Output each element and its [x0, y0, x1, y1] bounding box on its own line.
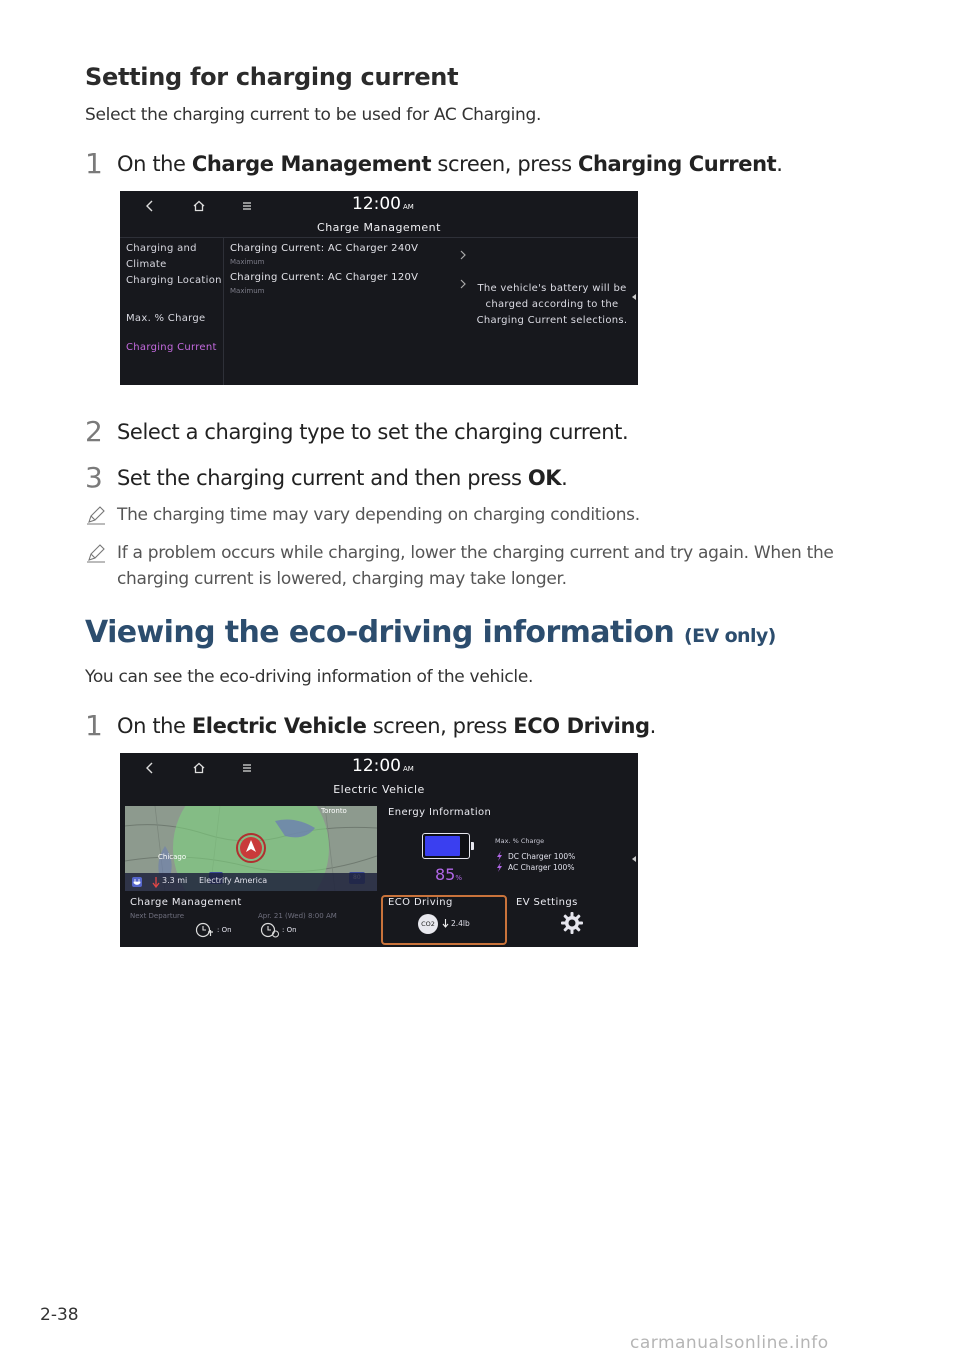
row-sub: Maximum — [230, 258, 265, 266]
dc-charger-value: DC Charger 100% — [508, 852, 576, 861]
step-bold-term: Charging Current — [577, 152, 777, 176]
back-icon[interactable] — [141, 197, 159, 215]
next-departure-label: Next Departure — [130, 912, 185, 920]
menu-item-charging-location[interactable]: Charging Location — [126, 275, 222, 286]
clock: 12:00 AM — [352, 756, 414, 776]
step-1-charge-management — [85, 147, 783, 180]
step-bold-term: ECO Driving — [513, 714, 650, 738]
step-number: 3 — [85, 461, 103, 494]
section-heading-eco-driving — [85, 615, 776, 650]
home-icon[interactable] — [190, 759, 208, 777]
step-text: . — [561, 466, 568, 490]
map-info-bar — [125, 873, 377, 891]
ev-settings-title[interactable]: EV Settings — [516, 897, 578, 908]
heading-main: Viewing the eco-driving information — [85, 615, 675, 650]
battery-percent: 85% — [435, 865, 463, 884]
map-city-label: Toronto — [321, 807, 347, 815]
screen-title: Electric Vehicle — [333, 783, 425, 796]
side-handle-icon[interactable] — [632, 294, 636, 300]
step-text: Select a charging type to set the charging current. — [117, 420, 629, 444]
screen-top-bar — [120, 753, 638, 797]
co2-badge-icon: CO2 — [418, 914, 438, 934]
step-text: On the — [117, 152, 192, 176]
charge-management-tile-title[interactable]: Charge Management — [130, 897, 242, 908]
step-text: Set the charging current and then press — [117, 466, 528, 490]
step-number: 1 — [85, 147, 103, 180]
step-number: 2 — [85, 415, 103, 448]
intro-charging-current: Select the charging current to be used for AC Charging. — [85, 105, 542, 125]
map-city-label: Chicago — [158, 853, 187, 861]
battery-gauge — [422, 833, 470, 859]
chevron-right-icon — [458, 278, 468, 290]
watermark: carmanualsonline.info — [630, 1333, 829, 1353]
menu-item-charging-climate[interactable]: Charging and Climate — [126, 243, 197, 270]
step-1-electric-vehicle — [85, 709, 656, 742]
side-handle-icon[interactable] — [632, 856, 636, 862]
heading-qualifier: (EV only) — [684, 625, 776, 647]
co2-value: 2.4lb — [451, 919, 470, 928]
station-name: Electrify America — [199, 876, 268, 885]
ac-charger-value: AC Charger 100% — [508, 863, 575, 872]
menu-icon[interactable] — [238, 759, 256, 777]
step-bold-term: Charge Management — [191, 152, 432, 176]
charger-plug-icon — [131, 876, 143, 888]
note-charging-time — [85, 502, 875, 528]
battery-tip — [471, 842, 474, 850]
step-bold-term: OK — [527, 466, 562, 490]
screen-title: Charge Management — [317, 221, 441, 234]
divider — [223, 237, 224, 385]
step-number: 1 — [85, 709, 103, 742]
step-3-set-current — [85, 461, 567, 494]
screen-top-bar — [120, 191, 638, 235]
max-charge-label: Max. % Charge — [495, 837, 545, 845]
intro-eco-driving: You can see the eco-driving information of the vehicle. — [85, 667, 534, 687]
row-label: Charging Current: AC Charger 240V — [230, 243, 419, 254]
electric-vehicle-screen — [120, 753, 638, 947]
step-text: On the — [117, 714, 192, 738]
climate-timer-status: : On — [282, 926, 297, 934]
step-bold-term: Electric Vehicle — [191, 714, 367, 738]
step-2-select-type — [85, 415, 628, 448]
lightning-icon — [496, 862, 503, 872]
departure-date: Apr. 21 (Wed) 8:00 AM — [258, 912, 337, 920]
step-text: screen, press — [366, 714, 514, 738]
down-arrow-icon — [152, 876, 160, 888]
charge-management-screen — [120, 191, 638, 385]
step-text: . — [649, 714, 656, 738]
pencil-note-icon — [85, 504, 107, 526]
climate-timer-icon — [260, 921, 280, 939]
step-text: screen, press — [431, 152, 578, 176]
info-message: The vehicle's battery will be charged according to the Charging Current selections. — [476, 283, 628, 326]
eco-driving-title[interactable]: ECO Driving — [388, 897, 453, 908]
pencil-note-icon — [85, 542, 107, 564]
row-sub: Maximum — [230, 287, 265, 295]
chevron-right-icon — [458, 249, 468, 261]
note-text: The charging time may vary depending on charging conditions. — [117, 505, 640, 525]
clock: 12:00 AM — [352, 194, 414, 214]
divider — [120, 237, 638, 238]
lightning-icon — [496, 851, 503, 861]
back-icon[interactable] — [141, 759, 159, 777]
page-number: 2-38 — [40, 1305, 79, 1325]
distance: 3.3 mi — [162, 876, 188, 885]
energy-info-title[interactable]: Energy Information — [388, 807, 492, 818]
charge-timer-status: : On — [217, 926, 232, 934]
menu-item-charging-current[interactable]: Charging Current — [126, 342, 217, 353]
down-arrow-icon — [442, 918, 449, 928]
battery-fill — [425, 836, 460, 856]
menu-item-max-charge[interactable]: Max. % Charge — [126, 313, 206, 324]
note-problem — [85, 540, 875, 592]
step-text: . — [776, 152, 783, 176]
gear-icon[interactable] — [560, 911, 584, 935]
home-icon[interactable] — [190, 197, 208, 215]
menu-icon[interactable] — [238, 197, 256, 215]
charge-timer-icon — [195, 921, 215, 939]
section-heading-charging-current: Setting for charging current — [85, 63, 459, 91]
row-label: Charging Current: AC Charger 120V — [230, 272, 419, 283]
row-ac-240v[interactable] — [230, 243, 468, 271]
note-text: If a problem occurs while charging, lower the charging current and try again. When the charging current is lowered, charging may take longer. — [117, 543, 834, 589]
row-ac-120v[interactable] — [230, 272, 468, 300]
